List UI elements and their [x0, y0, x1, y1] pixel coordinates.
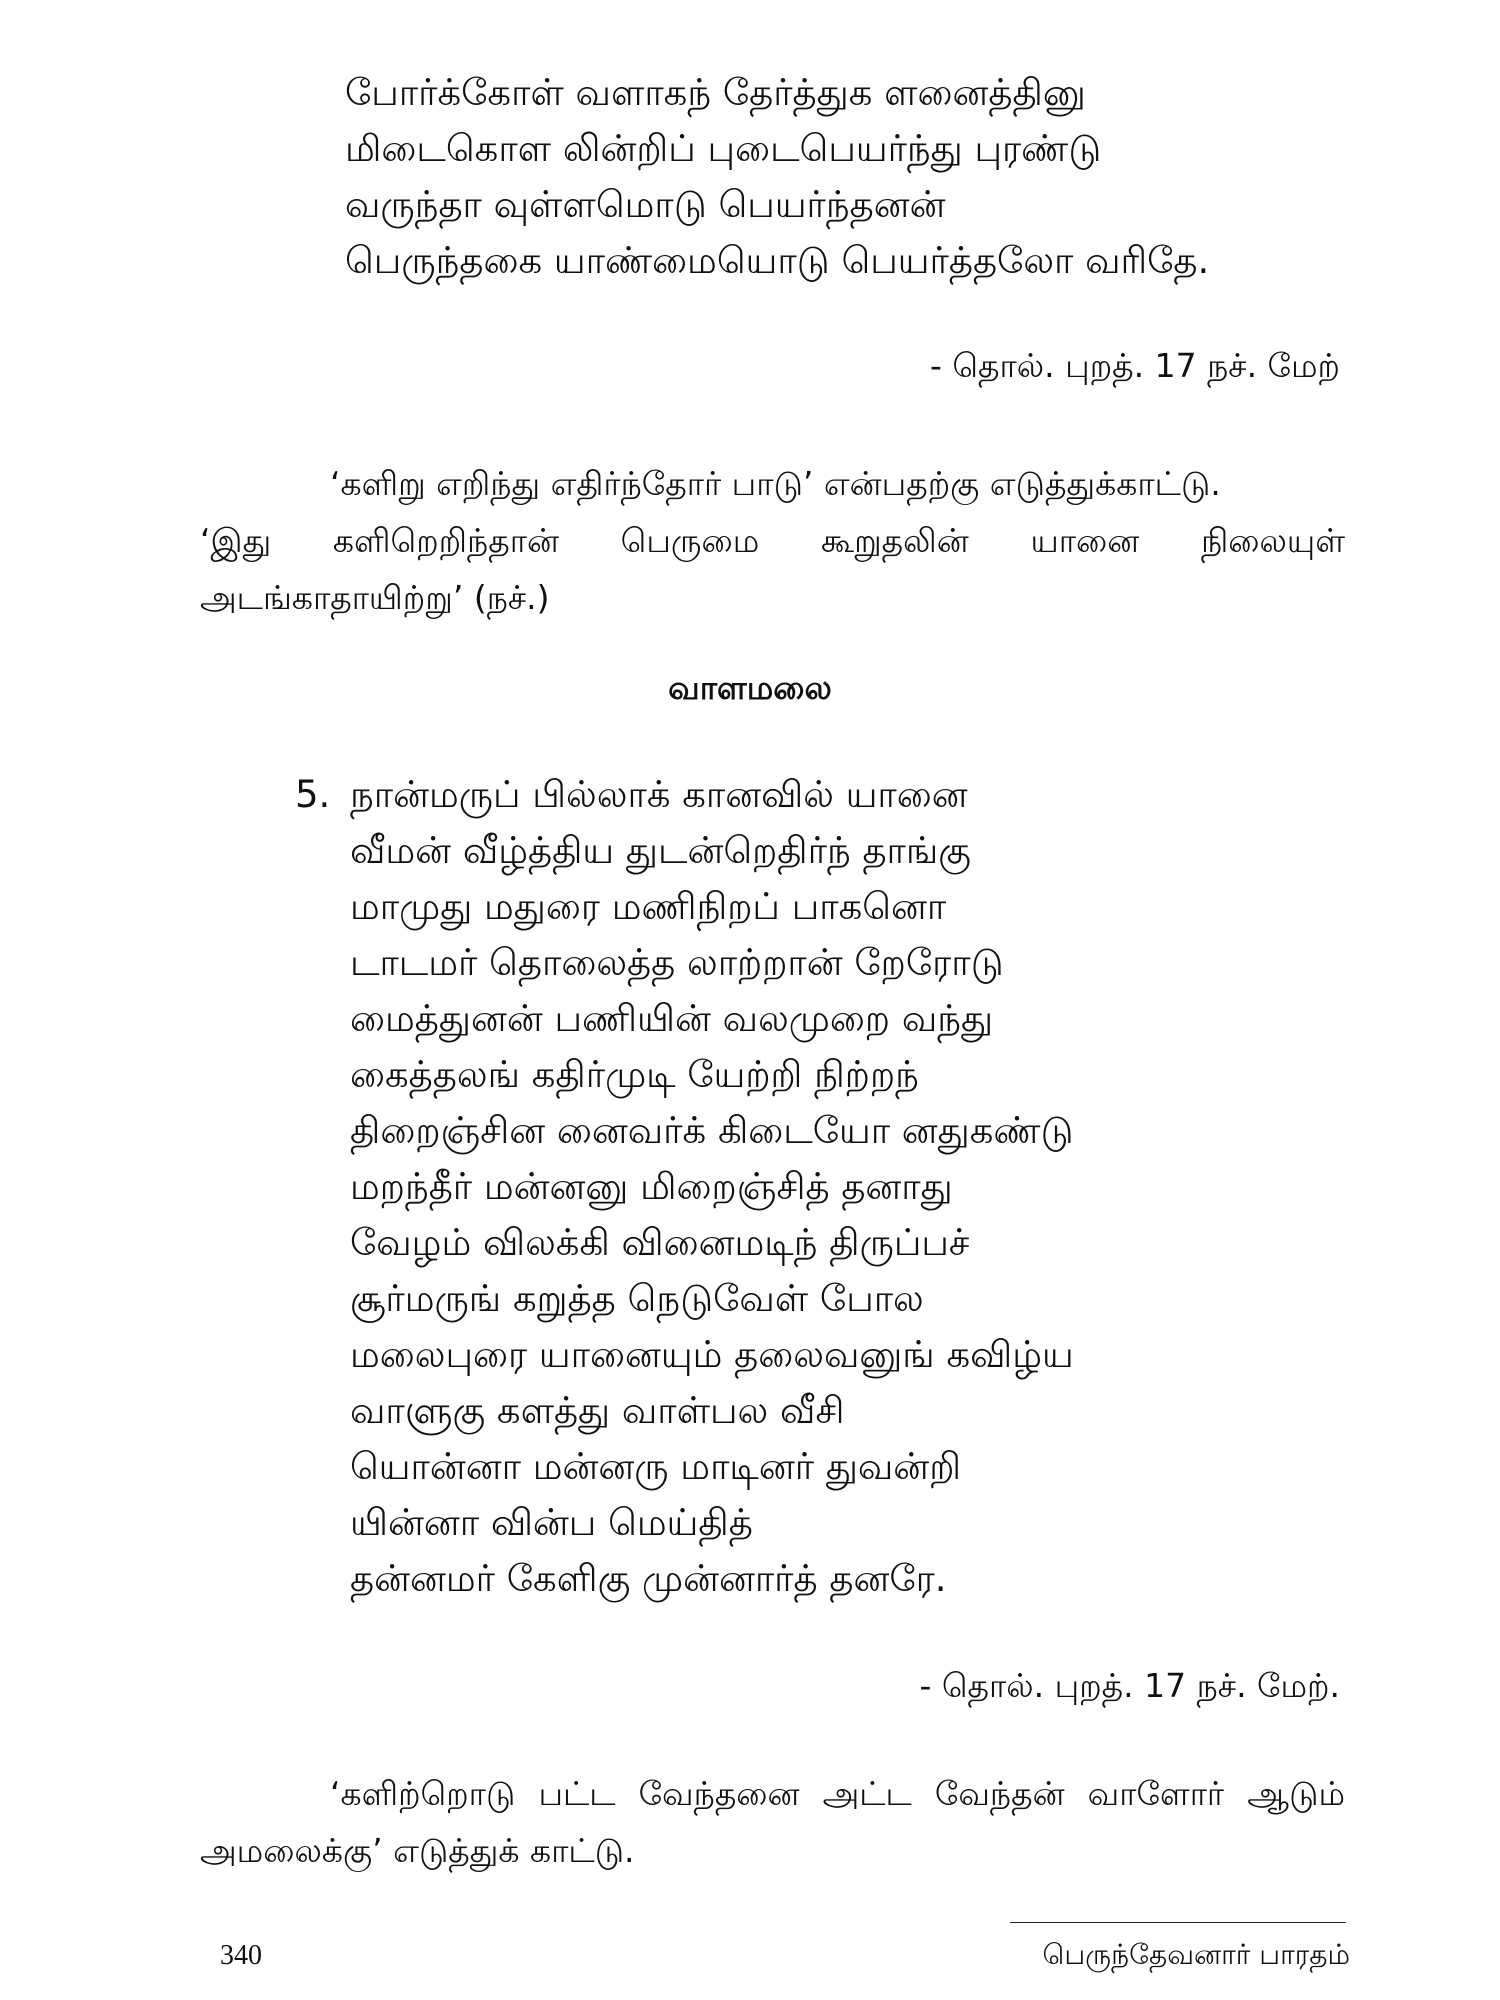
citation-2: - தொல். புறத். 17 நச். மேற். — [919, 1666, 1340, 1705]
verse-2-line: தன்னமர் கேளிகு முன்னார்த் தனரே. — [350, 1557, 947, 1600]
prose-1-line-2: ‘இது களிறெறிந்தான் பெருமை கூறுதலின் யானை நிலையுள் அடங்காதாயிற்று’ (நச்.) — [200, 521, 1345, 617]
verse-2-line: வீமன் வீழ்த்திய துடன்றெதிர்ந் தாங்கு — [350, 829, 971, 872]
verse-2-line: மறந்தீர் மன்னனு மிறைஞ்சித் தனாது — [350, 1165, 953, 1208]
footer-rule — [1010, 1922, 1346, 1923]
verse-2-line: வாளுகு களத்து வாள்பல வீசி — [350, 1389, 845, 1432]
verse-number: 5. — [295, 773, 331, 816]
verse-1-line: வருந்தா வுள்ளமொடு பெயர்ந்தனன் — [345, 183, 946, 226]
verse-2-line: யொன்னா மன்னரு மாடினர் துவன்றி — [350, 1445, 962, 1488]
prose-2-text: ‘களிற்றொடு பட்ட வேந்தனை அட்ட வேந்தன் வாளோர் ஆடும் அமலைக்கு’ எடுத்துக் காட்டு. — [200, 1774, 1345, 1870]
section-heading: வாளமலை — [668, 668, 832, 707]
prose-paragraph-2 — [200, 1765, 1345, 1879]
book-title: பெருந்தேவனார் பாரதம் — [1042, 1938, 1350, 1971]
verse-2-first-line — [295, 773, 968, 816]
verse-2-line: மைத்துனன் பணியின் வலமுறை வந்து — [350, 997, 994, 1040]
verse-2-line: மாமுது மதுரை மணிநிறப் பாகனொ — [350, 885, 947, 928]
verse-2-line: மலைபுரை யானையும் தலைவனுங் கவிழ்ய — [350, 1333, 1074, 1376]
page-number: 340 — [220, 1940, 262, 1971]
verse-2-line: திறைஞ்சின னைவர்க் கிடையோ னதுகண்டு — [350, 1109, 1074, 1152]
verse-1-line: மிடைகொள லின்றிப் புடைபெயர்ந்து புரண்டு — [345, 127, 1102, 170]
verse-2-line: யின்னா வின்ப மெய்தித் — [350, 1501, 753, 1544]
verse-1-line: போர்க்கோள் வளாகந் தேர்த்துக ளனைத்தினு — [345, 71, 1086, 114]
verse-2-line: சூர்மருங் கறுத்த நெடுவேள் போல — [350, 1277, 924, 1320]
verse-1-line: பெருந்தகை யாண்மையொடு பெயர்த்தலோ வரிதே. — [345, 239, 1210, 282]
verse-2-line: வேழம் விலக்கி வினைமடிந் திருப்பச் — [350, 1221, 970, 1264]
verse-2-line: கைத்தலங் கதிர்முடி யேற்றி நிற்றந் — [350, 1053, 919, 1096]
verse-2-line: டாடமர் தொலைத்த லாற்றான் றேரோடு — [350, 941, 1004, 984]
verse-2-line: நான்மருப் பில்லாக் கானவில் யானை — [350, 773, 968, 816]
prose-1-line-1: ‘களிறு எறிந்து எதிர்ந்தோர் பாடு’ என்பதற்கு எடுத்துக்காட்டு. — [330, 464, 1221, 503]
citation-1: - தொல். புறத். 17 நச். மேற் — [929, 346, 1340, 385]
prose-paragraph-1 — [200, 455, 1345, 626]
